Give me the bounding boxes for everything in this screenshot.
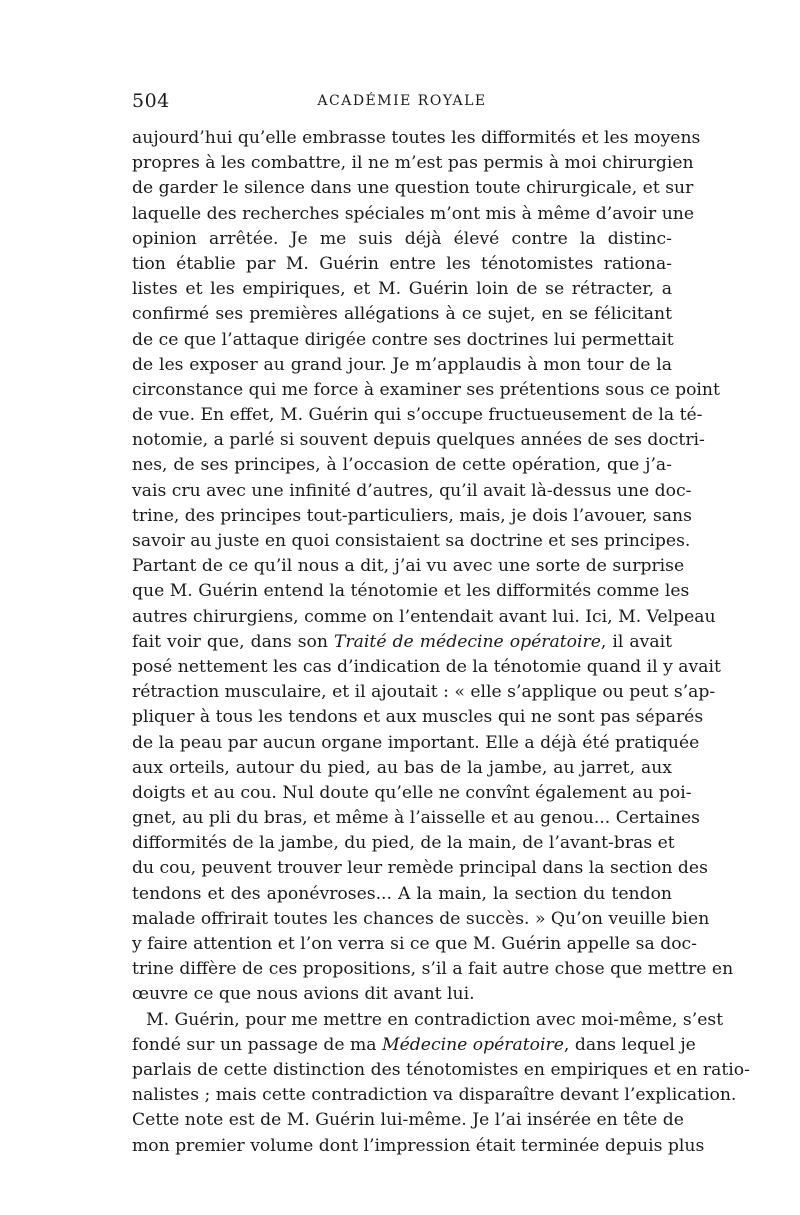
text-line: rétraction musculaire, et il ajoutait : « elle s’applique ou peut s’ap- (132, 682, 716, 703)
text-line: difformités de la jambe, du pied, de la main, de l’avant-bras et (132, 833, 675, 854)
text-line: notomie, a parlé si souvent depuis quelques années de ses doctri- (132, 430, 705, 451)
text-line: M. Guérin, pour me mettre en contradiction avec moi-même, s’est (146, 1009, 724, 1030)
text-line: trine diffère de ces propositions, s’il a fait autre chose que mettre en (132, 959, 734, 980)
text-line: savoir au juste en quoi consistaient sa doctrine et ses principes. (132, 531, 691, 551)
page-header (132, 90, 672, 120)
text-line: gnet, au pli du bras, et même à l’aisselle et au genou... Certaines (132, 808, 700, 829)
text-line: aujourd’hui qu’elle embrasse toutes les difformités et les moyens (132, 128, 701, 148)
text-line: œuvre ce que nous avions dit avant lui. (132, 984, 475, 1005)
text-line: propres à les combattre, il ne m’est pas permis à moi chirurgien (132, 153, 694, 174)
text-line: de les exposer au grand jour. Je m’applaudis à mon tour de la (132, 354, 672, 375)
text-line: de ce que l’attaque dirigée contre ses doctrines lui permettait (132, 329, 674, 350)
text-line: autres chirurgiens, comme on l’entendait avant lui. Ici, M. Velpeau (132, 606, 716, 627)
text-line: laquelle des recherches spéciales m’ont mis à même d’avoir une (132, 203, 695, 224)
text-line: opinion arrêtée. Je me suis déjà élevé contre la distinc- (132, 228, 672, 249)
text-line: malade offrirait toutes les chances de succès. » Qu’on veuille bien (132, 908, 710, 929)
text-line: pliquer à tous les tendons et aux muscles qui ne sont pas séparés (132, 707, 704, 728)
text-line: aux orteils, autour du pied, au bas de la jambe, au jarret, aux (132, 757, 672, 778)
text-line: trine, des principes tout-particuliers, mais, je dois l’avouer, sans (132, 505, 692, 526)
text-line: parlais de cette distinction des ténotomistes en empiriques et en ratio- (132, 1059, 750, 1080)
text-line: circonstance qui me force à examiner ses prétentions sous ce point (132, 379, 720, 400)
text-line: mon premier volume dont l’impression était terminée depuis plus (132, 1135, 705, 1156)
italic-title: Traité de médecine opératoire (334, 631, 601, 652)
text-line: nalistes ; mais cette contradiction va disparaître devant l’explication. (132, 1085, 737, 1106)
italic-title: Médecine opératoire (382, 1034, 564, 1055)
body-text (132, 126, 750, 1159)
text-line: tion établie par M. Guérin entre les ténotomistes rationa- (132, 253, 672, 274)
text-line: de garder le silence dans une question toute chirurgicale, et sur (132, 178, 694, 199)
text-line: doigts et au cou. Nul doute qu’elle ne convînt également au poi- (132, 782, 692, 803)
text-line: confirmé ses premières allégations à ce sujet, en se félicitant (132, 304, 672, 325)
text-line: vais cru avec une infinité d’autres, qu’il avait là-dessus une doc- (132, 480, 692, 501)
text-line: fondé sur un passage de ma Médecine opératoire, dans lequel je (132, 1034, 696, 1055)
text-line: nes, de ses principes, à l’occasion de cette opération, que j’a- (132, 455, 672, 476)
text-line: de la peau par aucun organe important. Elle a déjà été pratiquée (132, 732, 700, 753)
text-line: du cou, peuvent trouver leur remède principal dans la section des (132, 858, 708, 879)
text-line: Cette note est de M. Guérin lui-même. Je l’ai insérée en tête de (132, 1110, 684, 1131)
page-number: 504 (132, 90, 170, 112)
text-line: tendons et des aponévroses... A la main, la section du tendon (132, 883, 672, 904)
text-line: fait voir que, dans son Traité de médecine opératoire, il avait (132, 631, 673, 652)
text-line: listes et les empiriques, et M. Guérin loin de se rétracter, a (132, 279, 672, 300)
text-line: posé nettement les cas d’indication de la ténotomie quand il y avait (132, 656, 721, 677)
text-line: de vue. En effet, M. Guérin qui s’occupe fructueusement de la té- (132, 405, 703, 426)
running-title: ACADÉMIE ROYALE (317, 93, 487, 109)
text-line: y faire attention et l’on verra si ce que M. Guérin appelle sa doc- (132, 934, 697, 954)
text-line: Partant de ce qu’il nous a dit, j’ai vu avec une sorte de surprise (132, 556, 685, 577)
text-line: que M. Guérin entend la ténotomie et les difformités comme les (132, 581, 690, 602)
